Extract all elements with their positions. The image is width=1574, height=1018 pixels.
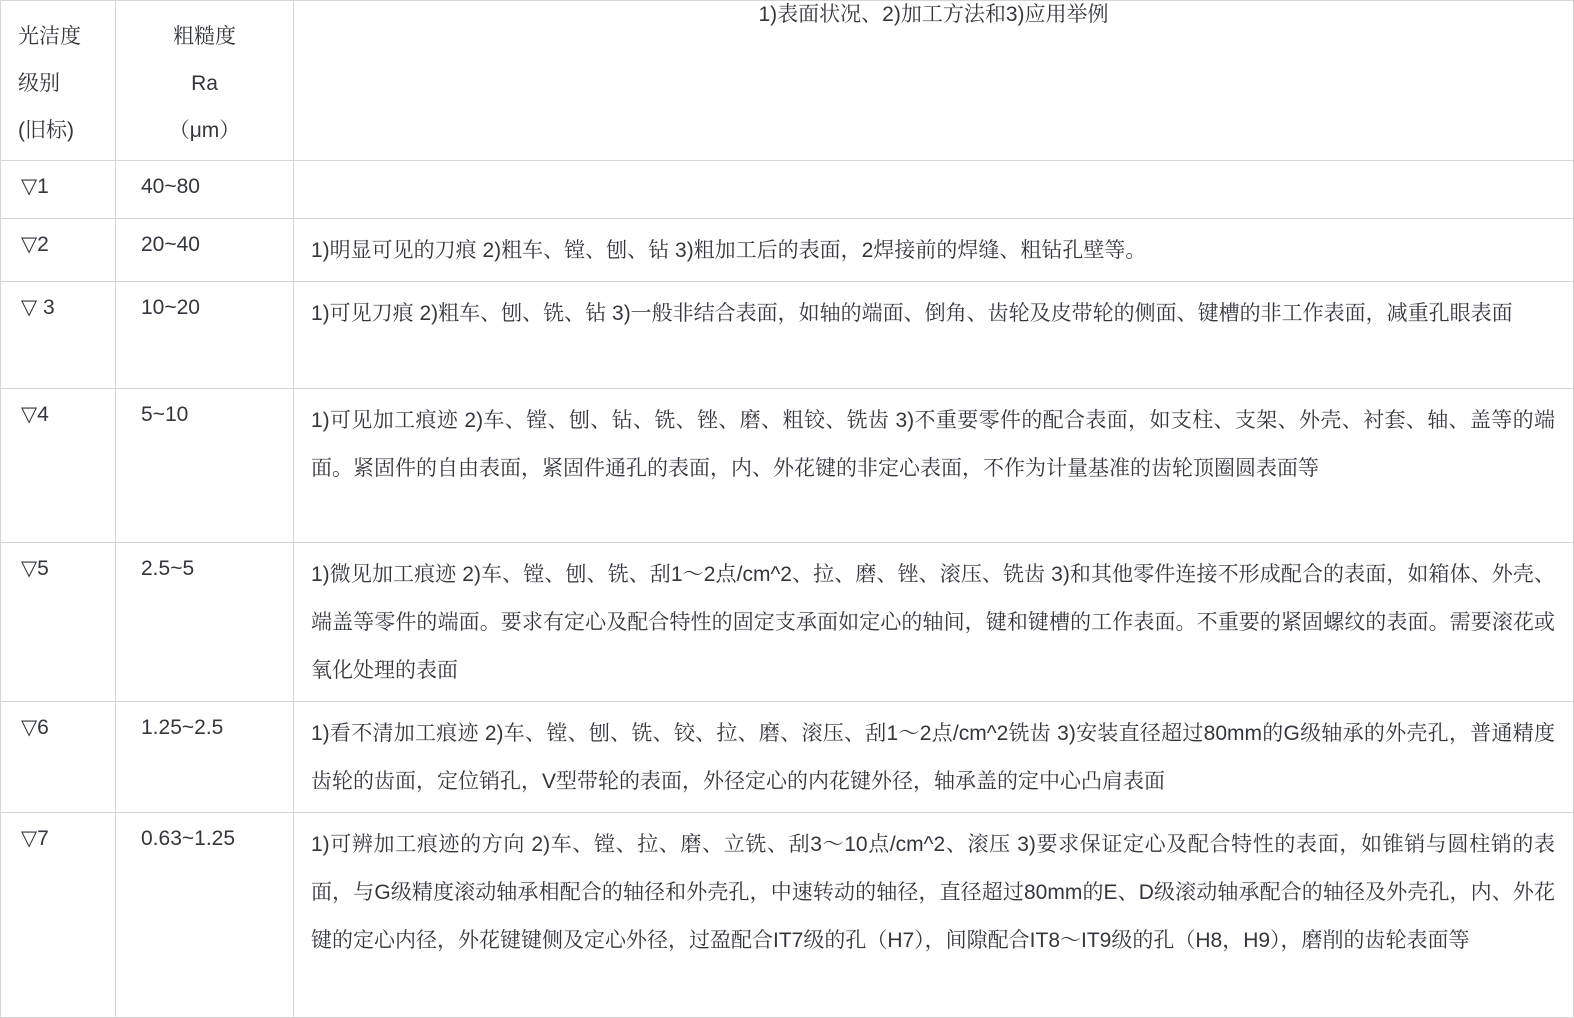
grade-cell: ▽1 — [1, 161, 116, 219]
description-cell — [294, 161, 1574, 219]
ra-cell: 10~20 — [116, 282, 294, 389]
grade-cell: ▽5 — [1, 543, 116, 702]
description-cell: 1)看不清加工痕迹 2)车、镗、刨、铣、铰、拉、磨、滚压、刮1～2点/cm^2铣齿 3)安装直径超过80mm的G级轴承的外壳孔，普通精度齿轮的齿面，定位销孔，V型带轮的表面，外径定心的内花键外径，轴承盖的定中心凸肩表面 — [294, 702, 1574, 813]
header-finish-grade-line: (旧标) — [18, 119, 74, 142]
table-row — [1, 282, 1574, 389]
ra-cell: 2.5~5 — [116, 543, 294, 702]
header-roughness-ra-line: Ra — [191, 72, 218, 95]
grade-cell: ▽2 — [1, 219, 116, 282]
grade-cell: ▽ 3 — [1, 282, 116, 389]
header-roughness-ra-line: 粗糙度 — [173, 25, 236, 48]
ra-cell: 40~80 — [116, 161, 294, 219]
table-header — [1, 1, 1574, 161]
header-finish-grade — [1, 1, 116, 161]
table-row — [1, 389, 1574, 543]
description-cell: 1)明显可见的刀痕 2)粗车、镗、刨、钻 3)粗加工后的表面，2焊接前的焊缝、粗钻孔壁等。 — [294, 219, 1574, 282]
header-roughness-ra-line: （μm） — [168, 119, 241, 142]
header-roughness-ra — [116, 1, 294, 161]
description-cell: 1)微见加工痕迹 2)车、镗、刨、铣、刮1～2点/cm^2、拉、磨、锉、滚压、铣齿 3)和其他零件连接不形成配合的表面，如箱体、外壳、端盖等零件的端面。要求有定心及配合特性的固定支承面如定心的轴间，键和键槽的工作表面。不重要的紧固螺纹的表面。需要滚花或氧化处理的表面 — [294, 543, 1574, 702]
table-row — [1, 702, 1574, 813]
description-cell: 1)可见刀痕 2)粗车、刨、铣、钻 3)一般非结合表面，如轴的端面、倒角、齿轮及皮带轮的侧面、键槽的非工作表面，减重孔眼表面 — [294, 282, 1574, 389]
grade-cell: ▽6 — [1, 702, 116, 813]
table-row — [1, 219, 1574, 282]
header-description: 1)表面状况、2)加工方法和3)应用举例 — [294, 1, 1574, 161]
grade-cell: ▽4 — [1, 389, 116, 543]
ra-cell: 1.25~2.5 — [116, 702, 294, 813]
table-body — [1, 161, 1574, 1018]
table-row — [1, 543, 1574, 702]
grade-cell: ▽7 — [1, 813, 116, 1018]
ra-cell: 0.63~1.25 — [116, 813, 294, 1018]
table-row — [1, 813, 1574, 1018]
description-cell: 1)可见加工痕迹 2)车、镗、刨、钻、铣、锉、磨、粗铰、铣齿 3)不重要零件的配合表面，如支柱、支架、外壳、衬套、轴、盖等的端面。紧固件的自由表面，紧固件通孔的表面，内、外花键的非定心表面，不作为计量基准的齿轮顶圈圆表面等 — [294, 389, 1574, 543]
table-row — [1, 161, 1574, 219]
description-cell: 1)可辨加工痕迹的方向 2)车、镗、拉、磨、立铣、刮3～10点/cm^2、滚压 3)要求保证定心及配合特性的表面，如锥销与圆柱销的表面，与G级精度滚动轴承相配合的轴径和外壳孔，中速转动的轴径，直径超过80mm的E、D级滚动轴承配合的轴径及外壳孔，内、外花键的定心内径，外花键键侧及定心外径，过盈配合IT7级的孔（H7），间隙配合IT8～IT9级的孔（H8，H9），磨削的齿轮表面等 — [294, 813, 1574, 1018]
ra-cell: 5~10 — [116, 389, 294, 543]
header-finish-grade-line: 级别 — [18, 72, 60, 95]
header-row — [1, 1, 1574, 161]
header-finish-grade-line: 光洁度 — [18, 25, 81, 48]
ra-cell: 20~40 — [116, 219, 294, 282]
